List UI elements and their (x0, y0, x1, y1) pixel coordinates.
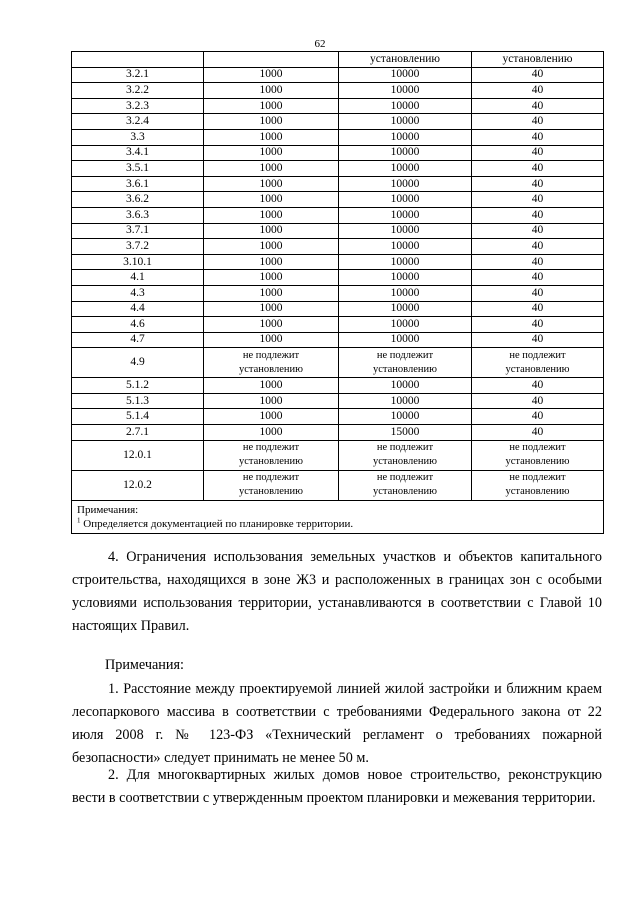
cell-code: 4.4 (72, 301, 204, 317)
cell-coverage: не подлежит установлению (472, 440, 604, 470)
header-continuation-row (72, 52, 604, 68)
cell-coverage: 40 (472, 409, 604, 425)
cell-coverage: 40 (472, 425, 604, 441)
cell-coverage: 40 (472, 192, 604, 208)
table-row (72, 114, 604, 130)
cell-min-area: 1000 (204, 409, 339, 425)
cell-coverage: 40 (472, 270, 604, 286)
cell-code: 5.1.3 (72, 393, 204, 409)
cell-max-area: 10000 (339, 145, 472, 161)
cell-min-area: 1000 (204, 207, 339, 223)
cell-min-area: 1000 (204, 176, 339, 192)
header-cell-code (72, 52, 204, 68)
cell-max-area: 10000 (339, 254, 472, 270)
table-row (72, 176, 604, 192)
table-row (72, 98, 604, 114)
cell-min-area: 1000 (204, 129, 339, 145)
cell-code: 4.1 (72, 270, 204, 286)
cell-coverage: 40 (472, 239, 604, 255)
cell-min-area: 1000 (204, 239, 339, 255)
table-row (72, 129, 604, 145)
cell-max-area: не подлежит установлению (339, 470, 472, 500)
cell-code: 3.2.3 (72, 98, 204, 114)
cell-coverage: 40 (472, 161, 604, 177)
table-footnote (77, 517, 598, 531)
table-row (72, 192, 604, 208)
table-row (72, 161, 604, 177)
table-row (72, 239, 604, 255)
table-row (72, 348, 604, 378)
cell-code: 3.6.2 (72, 192, 204, 208)
cell-min-area: 1000 (204, 285, 339, 301)
cell-max-area: 10000 (339, 176, 472, 192)
cell-code: 4.9 (72, 348, 204, 378)
cell-code: 4.6 (72, 317, 204, 333)
cell-min-area: не подлежит установлению (204, 470, 339, 500)
header-cell-max-area: установлению (339, 52, 472, 68)
cell-coverage: 40 (472, 223, 604, 239)
regulations-table (71, 51, 604, 534)
footnote-text: Определяется документацией по планировке территории. (80, 517, 354, 530)
cell-coverage: 40 (472, 67, 604, 83)
cell-coverage: 40 (472, 207, 604, 223)
cell-coverage: 40 (472, 98, 604, 114)
cell-min-area: не подлежит установлению (204, 348, 339, 378)
cell-code: 4.7 (72, 332, 204, 348)
cell-max-area: 10000 (339, 409, 472, 425)
cell-code: 3.7.2 (72, 239, 204, 255)
footnote-mark: 1 (77, 516, 81, 524)
cell-code: 12.0.2 (72, 470, 204, 500)
cell-coverage: 40 (472, 254, 604, 270)
cell-min-area: 1000 (204, 223, 339, 239)
cell-min-area: 1000 (204, 161, 339, 177)
table-row (72, 270, 604, 286)
table-row (72, 409, 604, 425)
cell-min-area: 1000 (204, 301, 339, 317)
cell-min-area: 1000 (204, 270, 339, 286)
cell-max-area: 10000 (339, 98, 472, 114)
cell-max-area: 10000 (339, 83, 472, 99)
table-row (72, 393, 604, 409)
table-row (72, 67, 604, 83)
cell-max-area: 10000 (339, 301, 472, 317)
cell-code: 3.4.1 (72, 145, 204, 161)
cell-coverage: 40 (472, 145, 604, 161)
cell-coverage: 40 (472, 114, 604, 130)
cell-coverage: не подлежит установлению (472, 470, 604, 500)
cell-max-area: 10000 (339, 239, 472, 255)
cell-code: 3.2.2 (72, 83, 204, 99)
table-note-title: Примечания: (77, 503, 139, 516)
cell-coverage: 40 (472, 83, 604, 99)
page-number: 62 (314, 38, 326, 50)
cell-max-area: 10000 (339, 192, 472, 208)
cell-min-area: 1000 (204, 192, 339, 208)
cell-min-area: 1000 (204, 114, 339, 130)
cell-coverage: 40 (472, 317, 604, 333)
cell-max-area: 15000 (339, 425, 472, 441)
cell-max-area: не подлежит установлению (339, 348, 472, 378)
cell-code: 3.10.1 (72, 254, 204, 270)
cell-coverage: 40 (472, 285, 604, 301)
notes-heading: Примечания: (105, 657, 184, 673)
cell-coverage: 40 (472, 129, 604, 145)
cell-max-area: 10000 (339, 270, 472, 286)
cell-coverage: 40 (472, 393, 604, 409)
cell-min-area: 1000 (204, 393, 339, 409)
cell-min-area: не подлежит установлению (204, 440, 339, 470)
table-row (72, 207, 604, 223)
cell-max-area: 10000 (339, 223, 472, 239)
cell-max-area: 10000 (339, 393, 472, 409)
cell-max-area: 10000 (339, 332, 472, 348)
cell-min-area: 1000 (204, 332, 339, 348)
cell-min-area: 1000 (204, 254, 339, 270)
cell-code: 5.1.4 (72, 409, 204, 425)
cell-coverage: 40 (472, 301, 604, 317)
table-row (72, 378, 604, 394)
table-row (72, 254, 604, 270)
cell-coverage: 40 (472, 378, 604, 394)
cell-min-area: 1000 (204, 98, 339, 114)
cell-coverage: 40 (472, 332, 604, 348)
header-cell-coverage: установлению (472, 52, 604, 68)
cell-code: 3.3 (72, 129, 204, 145)
cell-max-area: 10000 (339, 317, 472, 333)
cell-min-area: 1000 (204, 317, 339, 333)
cell-code: 3.2.4 (72, 114, 204, 130)
cell-min-area: 1000 (204, 67, 339, 83)
table-row (72, 301, 604, 317)
cell-min-area: 1000 (204, 145, 339, 161)
cell-code: 12.0.1 (72, 440, 204, 470)
table-row (72, 425, 604, 441)
header-cell-min-area (204, 52, 339, 68)
cell-code: 3.6.3 (72, 207, 204, 223)
note-item-2: 2. Для многоквартирных жилых домов новое строительство, реконструкцию вести в соответствии с утвержденным проектом планировки и межевания территории. (72, 767, 602, 806)
table-row (72, 145, 604, 161)
cell-code: 3.7.1 (72, 223, 204, 239)
cell-code: 3.6.1 (72, 176, 204, 192)
cell-max-area: 10000 (339, 67, 472, 83)
cell-max-area: 10000 (339, 161, 472, 177)
note-item-1: 1. Расстояние между проектируемой линией жилой застройки и ближним краем лесопаркового массива в соответствии с требованиями Федерального закона от 22 июля 2008 г. № 123-ФЗ «Технический регламент о требованиях пожарной безопасности» следует принимать не менее 50 м. (72, 681, 602, 766)
cell-max-area: 10000 (339, 207, 472, 223)
cell-max-area: 10000 (339, 114, 472, 130)
table-row (72, 83, 604, 99)
paragraph-4: 4. Ограничения использования земельных участков и объектов капитального строительства, находящихся в зоне Ж3 и расположенных в границах зон с особыми условиями использования территории, устанавливаются в соответствии с Главой 10 настоящих Правил. (72, 549, 602, 634)
table-row (72, 470, 604, 500)
cell-code: 3.5.1 (72, 161, 204, 177)
cell-code: 3.2.1 (72, 67, 204, 83)
cell-coverage: 40 (472, 176, 604, 192)
cell-code: 2.7.1 (72, 425, 204, 441)
cell-max-area: не подлежит установлению (339, 440, 472, 470)
table-note-row (72, 500, 604, 533)
cell-min-area: 1000 (204, 378, 339, 394)
cell-max-area: 10000 (339, 129, 472, 145)
cell-min-area: 1000 (204, 83, 339, 99)
table-note-cell (72, 500, 604, 533)
table-row (72, 440, 604, 470)
cell-code: 5.1.2 (72, 378, 204, 394)
cell-max-area: 10000 (339, 378, 472, 394)
table-row (72, 317, 604, 333)
cell-max-area: 10000 (339, 285, 472, 301)
cell-code: 4.3 (72, 285, 204, 301)
table-row (72, 223, 604, 239)
cell-coverage: не подлежит установлению (472, 348, 604, 378)
table-row (72, 285, 604, 301)
table-row (72, 332, 604, 348)
cell-min-area: 1000 (204, 425, 339, 441)
